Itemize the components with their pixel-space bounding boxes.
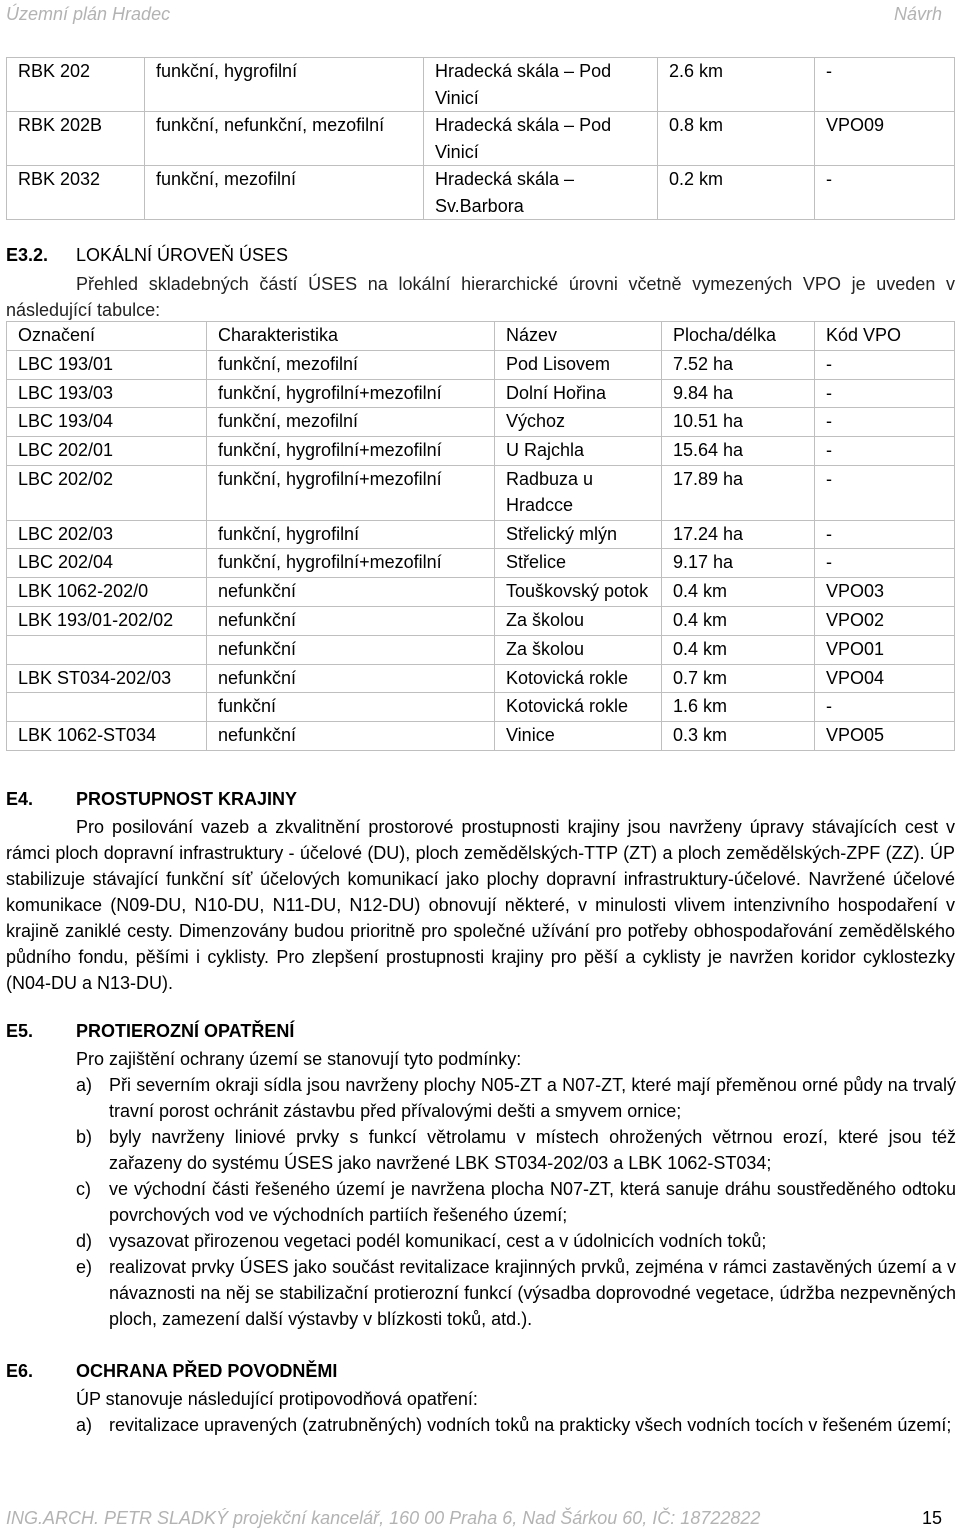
section-e6-heading — [6, 1361, 337, 1382]
table-cell: - — [815, 437, 955, 466]
table-cell: 0.7 km — [662, 664, 815, 693]
list-item-text: vysazovat přirozenou vegetaci podél komunikací, cest a v údolnicích vodních toků; — [109, 1231, 767, 1251]
table-cell: VPO03 — [815, 578, 955, 607]
table-cell: Kotovická rokle — [495, 693, 662, 722]
table-cell: Za školou — [495, 635, 662, 664]
table-cell: funkční, hygrofilní — [145, 58, 424, 112]
table-cell: RBK 202B — [7, 112, 145, 166]
e5-list — [76, 1072, 956, 1332]
table-cell: LBC 202/04 — [7, 549, 207, 578]
list-item-label: a) — [76, 1075, 93, 1095]
table-cell: LBC 202/01 — [7, 437, 207, 466]
table-cell: funkční, nefunkční, mezofilní — [145, 112, 424, 166]
table-cell: Hradecká skála – Pod Vinicí — [424, 112, 658, 166]
list-item-label: a) — [76, 1415, 93, 1435]
table-cell: LBC 193/04 — [7, 408, 207, 437]
table-cell: 7.52 ha — [662, 350, 815, 379]
table-row — [7, 606, 955, 635]
table-row — [7, 693, 955, 722]
e3-intro: Přehled skladebných částí ÚSES na lokální hierarchické úrovni včetně vymezených VPO je uveden v následující tabulce: — [6, 274, 955, 320]
table-cell: Za školou — [495, 606, 662, 635]
e4-text: Pro posilování vazeb a zkvalitnění prostorové prostupnosti krajiny jsou navrženy úpravy stávajících cest v rámci ploch dopravní infrastruktury - účelové (DU), ploch zemědělských-TTP (ZT) a ploch zemědělských-ZPF (ZZ). ÚP stabilizuje stávající funkční síť účelových komunikací jako plochy dopravní infrastruktury-účelové. Navržené účelové komunikace (N09-DU, N10-DU, N11-DU, N12-DU) obnovují některé, v minulosti vlivem intenzivního hospodaření v krajině zaniklé cesty. Dimenzovány budou prioritně pro společné užívání pro potřeby obhospodařování zemědělského půdního fondu, pěšími i cyklisty. Pro zlepšení prostupnosti krajiny pro pěší a cyklisty je navržen koridor cyklostezky (N04-DU a N13-DU). — [6, 817, 955, 993]
rbk-table — [6, 57, 955, 220]
table-cell: U Rajchla — [495, 437, 662, 466]
table-cell: VPO01 — [815, 635, 955, 664]
list-item — [76, 1072, 956, 1124]
table-cell: 1.6 km — [662, 693, 815, 722]
list-item-label: b) — [76, 1127, 93, 1147]
table-cell: funkční, mezofilní — [145, 166, 424, 220]
table-cell: Kotovická rokle — [495, 664, 662, 693]
table-cell: funkční — [207, 693, 495, 722]
table-cell: nefunkční — [207, 722, 495, 751]
table-cell: Střelický mlýn — [495, 520, 662, 549]
table-cell — [7, 693, 207, 722]
table-row — [7, 578, 955, 607]
list-item — [76, 1412, 956, 1438]
list-item-text: realizovat prvky ÚSES jako součást revitalizace krajinných prvků, zejména v rámci zastavěných území a v návaznosti na něj se stabilizační protierozní funkcí (výsadba doprovodné vegetace, údržba nezpevněných ploch, zamezení další výstavby v blízkosti toků, atd.). — [109, 1257, 956, 1329]
section-number: E5. — [6, 1021, 34, 1041]
table-cell: LBK ST034-202/03 — [7, 664, 207, 693]
table-cell: - — [815, 465, 955, 520]
table-row — [7, 350, 955, 379]
list-item-text: revitalizace upravených (zatrubněných) vodních toků na prakticky všech vodních tocích v řešeném území; — [109, 1415, 952, 1435]
table-cell: - — [815, 520, 955, 549]
table-cell: Touškovský potok — [495, 578, 662, 607]
table-row — [7, 408, 955, 437]
table-cell: 0.4 km — [662, 578, 815, 607]
table-cell: 2.6 km — [658, 58, 815, 112]
section-title: PROTIEROZNÍ OPATŘENÍ — [76, 1021, 295, 1041]
table-header-row — [7, 322, 955, 351]
table-cell: VPO09 — [815, 112, 955, 166]
e3-intro-text — [6, 271, 955, 323]
table-cell: - — [815, 166, 955, 220]
table-cell: funkční, mezofilní — [207, 350, 495, 379]
table-cell: 10.51 ha — [662, 408, 815, 437]
table-row — [7, 549, 955, 578]
table-row — [7, 166, 955, 220]
table-row — [7, 664, 955, 693]
table-cell: Radbuza u Hradcce — [495, 465, 662, 520]
page-footer — [6, 1508, 942, 1530]
table-cell: 17.89 ha — [662, 465, 815, 520]
table-row — [7, 112, 955, 166]
table-cell: LBC 193/03 — [7, 379, 207, 408]
table-cell: VPO05 — [815, 722, 955, 751]
list-item — [76, 1228, 956, 1254]
table-cell: Pod Lisovem — [495, 350, 662, 379]
table-cell: 15.64 ha — [662, 437, 815, 466]
table-cell: - — [815, 58, 955, 112]
section-title: PROSTUPNOST KRAJINY — [76, 789, 298, 809]
list-item-text: ve východní části řešeného území je navržena plocha N07-ZT, která sanuje dráhu soustředěného odtoku povrchových vod ve východních partiích řešeného území; — [109, 1179, 956, 1225]
table-cell: LBC 193/01 — [7, 350, 207, 379]
footer-office: ING.ARCH. PETR SLADKÝ projekční kancelář, 160 00 Praha 6, Nad Šárkou 60, IČ: 18722822 — [6, 1508, 761, 1528]
table-cell: nefunkční — [207, 664, 495, 693]
section-title: OCHRANA PŘED POVODNĚMI — [76, 1361, 338, 1381]
table-row — [7, 635, 955, 664]
table-cell: RBK 2032 — [7, 166, 145, 220]
column-header: Označení — [7, 322, 207, 351]
table-cell — [7, 635, 207, 664]
table-cell: 0.4 km — [662, 635, 815, 664]
table-row — [7, 379, 955, 408]
table-cell: LBK 193/01-202/02 — [7, 606, 207, 635]
table-cell: LBK 1062-ST034 — [7, 722, 207, 751]
section-e4-heading — [6, 789, 297, 810]
section-e5-heading — [6, 1021, 294, 1042]
table-cell: nefunkční — [207, 635, 495, 664]
column-header: Charakteristika — [207, 322, 495, 351]
list-item-label: c) — [76, 1179, 91, 1199]
table-row — [7, 437, 955, 466]
section-number: E3.2. — [6, 245, 49, 265]
header-title: Územní plán Hradec — [6, 4, 171, 24]
table-cell: 0.8 km — [658, 112, 815, 166]
e5-intro: Pro zajištění ochrany území se stanovují tyto podmínky: — [76, 1049, 522, 1069]
table-cell: Vinice — [495, 722, 662, 751]
table-cell: nefunkční — [207, 606, 495, 635]
section-number: E6. — [6, 1361, 34, 1381]
list-item — [76, 1124, 956, 1176]
table-cell: - — [815, 408, 955, 437]
table-cell: funkční, hygrofilní — [207, 520, 495, 549]
page-header — [6, 4, 942, 28]
table-cell: VPO04 — [815, 664, 955, 693]
list-item-label: d) — [76, 1231, 93, 1251]
table-row — [7, 722, 955, 751]
column-header: Plocha/délka — [662, 322, 815, 351]
table-cell: funkční, mezofilní — [207, 408, 495, 437]
table-row — [7, 520, 955, 549]
table-cell: funkční, hygrofilní+mezofilní — [207, 549, 495, 578]
table-cell: funkční, hygrofilní+mezofilní — [207, 437, 495, 466]
column-header: Kód VPO — [815, 322, 955, 351]
section-number: E4. — [6, 789, 34, 809]
table-row — [7, 465, 955, 520]
table-cell: - — [815, 549, 955, 578]
list-item-text: byly navrženy liniové prvky s funkcí větrolamu v místech ohrožených větrnou erozí, které jsou též zařazeny do systému ÚSES jako navržené LBK ST034-202/03 a LBK 1062-ST034; — [109, 1127, 956, 1173]
table-cell: 9.84 ha — [662, 379, 815, 408]
table-cell: LBC 202/03 — [7, 520, 207, 549]
table-cell: 0.3 km — [662, 722, 815, 751]
local-uses-table — [6, 321, 955, 751]
section-e3-heading — [6, 245, 288, 266]
page-number: 15 — [921, 1508, 942, 1528]
table-cell: Hradecká skála – Pod Vinicí — [424, 58, 658, 112]
table-cell: - — [815, 693, 955, 722]
table-cell: nefunkční — [207, 578, 495, 607]
table-cell: RBK 202 — [7, 58, 145, 112]
column-header: Název — [495, 322, 662, 351]
table-cell: - — [815, 379, 955, 408]
e4-paragraph — [6, 814, 955, 996]
table-cell: LBC 202/02 — [7, 465, 207, 520]
table-row — [7, 58, 955, 112]
table-cell: Hradecká skála – Sv.Barbora — [424, 166, 658, 220]
list-item — [76, 1176, 956, 1228]
e6-list — [76, 1412, 956, 1438]
table-cell: Výchoz — [495, 408, 662, 437]
table-cell: funkční, hygrofilní+mezofilní — [207, 465, 495, 520]
table-cell: LBK 1062-202/0 — [7, 578, 207, 607]
table-cell: 9.17 ha — [662, 549, 815, 578]
table-cell: 0.4 km — [662, 606, 815, 635]
table-cell: Dolní Hořina — [495, 379, 662, 408]
table-cell: - — [815, 350, 955, 379]
e6-intro: ÚP stanovuje následující protipovodňová opatření: — [76, 1389, 478, 1409]
table-cell: VPO02 — [815, 606, 955, 635]
section-title: LOKÁLNÍ ÚROVEŇ ÚSES — [76, 245, 289, 265]
header-status: Návrh — [893, 4, 942, 24]
table-cell: 17.24 ha — [662, 520, 815, 549]
table-cell: Střelice — [495, 549, 662, 578]
table-cell: funkční, hygrofilní+mezofilní — [207, 379, 495, 408]
list-item — [76, 1254, 956, 1332]
list-item-label: e) — [76, 1257, 93, 1277]
list-item-text: Při severním okraji sídla jsou navrženy plochy N05-ZT a N07-ZT, které mají přeměnou orné půdy na trvalý travní porost ochránit zástavbu před přívalovými dešti a smyvem ornice; — [109, 1075, 956, 1121]
table-cell: 0.2 km — [658, 166, 815, 220]
